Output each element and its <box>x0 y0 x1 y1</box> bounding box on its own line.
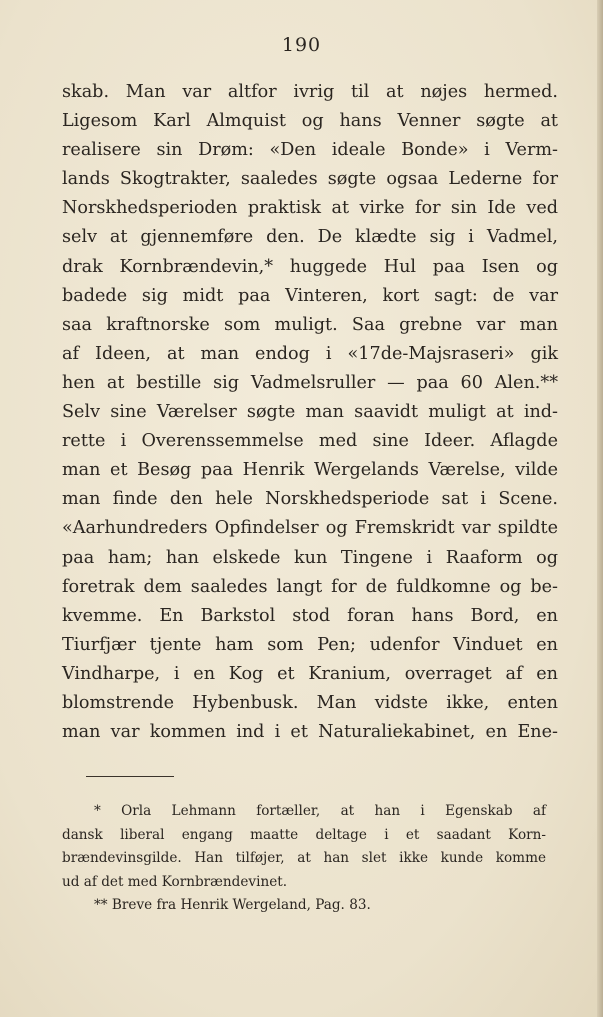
text-line: selv at gjennemføre den. De klædte sig i Vadmel, <box>62 227 558 248</box>
text-line: realisere sin Drøm: «Den ideale Bonde» i Verm- <box>62 140 558 161</box>
body-text <box>62 78 558 747</box>
page-edge <box>597 0 603 1017</box>
text-line: Ligesom Karl Almquist og hans Venner søgte at <box>62 111 558 132</box>
text-line: foretrak dem saaledes langt for de fuldkomne og be- <box>62 576 558 597</box>
text-line: blomstrende Hybenbusk. Man vidste ikke, enten <box>62 692 558 713</box>
text-line: paa ham; han elskede kun Tingene i Raaform og <box>62 547 558 568</box>
text-line: saa kraftnorske som muligt. Saa grebne var man <box>62 314 558 335</box>
footnotes <box>62 800 546 918</box>
footnote-line: * Orla Lehmann fortæller, at han i Egenskab af <box>94 803 546 819</box>
text-line: man et Besøg paa Henrik Wergelands Værelse, vilde <box>62 460 558 481</box>
text-line: Tiurfjær tjente ham som Pen; udenfor Vinduet en <box>62 634 558 655</box>
text-line: man var kommen ind i et Naturaliekabinet, en Ene- <box>62 722 558 743</box>
text-line: af Ideen, at man endog i «17de-Majsraseri» gik <box>62 343 558 364</box>
page-number: 190 <box>281 34 322 56</box>
footnote-line: dansk liberal engang maatte deltage i et saadant Korn- <box>62 826 546 843</box>
text-line: skab. Man var altfor ivrig til at nøjes hermed. <box>62 82 558 102</box>
footnote-line: ud af det med Kornbrændevinet. <box>62 873 288 890</box>
text-line: Vindharpe, i en Kog et Kranium, overraget af en <box>62 663 558 684</box>
text-line: rette i Overenssemmelse med sine Ideer. Aflagde <box>62 431 558 452</box>
text-line: hen at bestille sig Vadmelsruller — paa 60 Alen.** <box>62 372 558 393</box>
text-line: kvemme. En Barkstol stod foran hans Bord, en <box>62 605 558 626</box>
footnote-line: brændevinsgilde. Han tilføjer, at han slet ikke kunde komme <box>62 850 546 866</box>
footnote-line: ** Breve fra Henrik Wergeland, Pag. 83. <box>94 897 371 913</box>
footnote-divider <box>86 776 174 777</box>
text-line: badede sig midt paa Vinteren, kort sagt: de var <box>62 285 558 306</box>
text-line: Selv sine Værelser søgte man saavidt muligt at ind- <box>62 402 558 423</box>
text-line: man finde den hele Norskhedsperiode sat i Scene. <box>62 489 558 510</box>
text-line: drak Kornbrændevin,* huggede Hul paa Isen og <box>62 256 558 277</box>
text-line: «Aarhundreders Opfindelser og Fremskridt var spildte <box>62 518 558 539</box>
text-line: lands Skogtrakter, saaledes søgte ogsaa Lederne for <box>62 169 558 190</box>
text-line: Norskhedsperioden praktisk at virke for sin Ide ved <box>62 198 558 219</box>
